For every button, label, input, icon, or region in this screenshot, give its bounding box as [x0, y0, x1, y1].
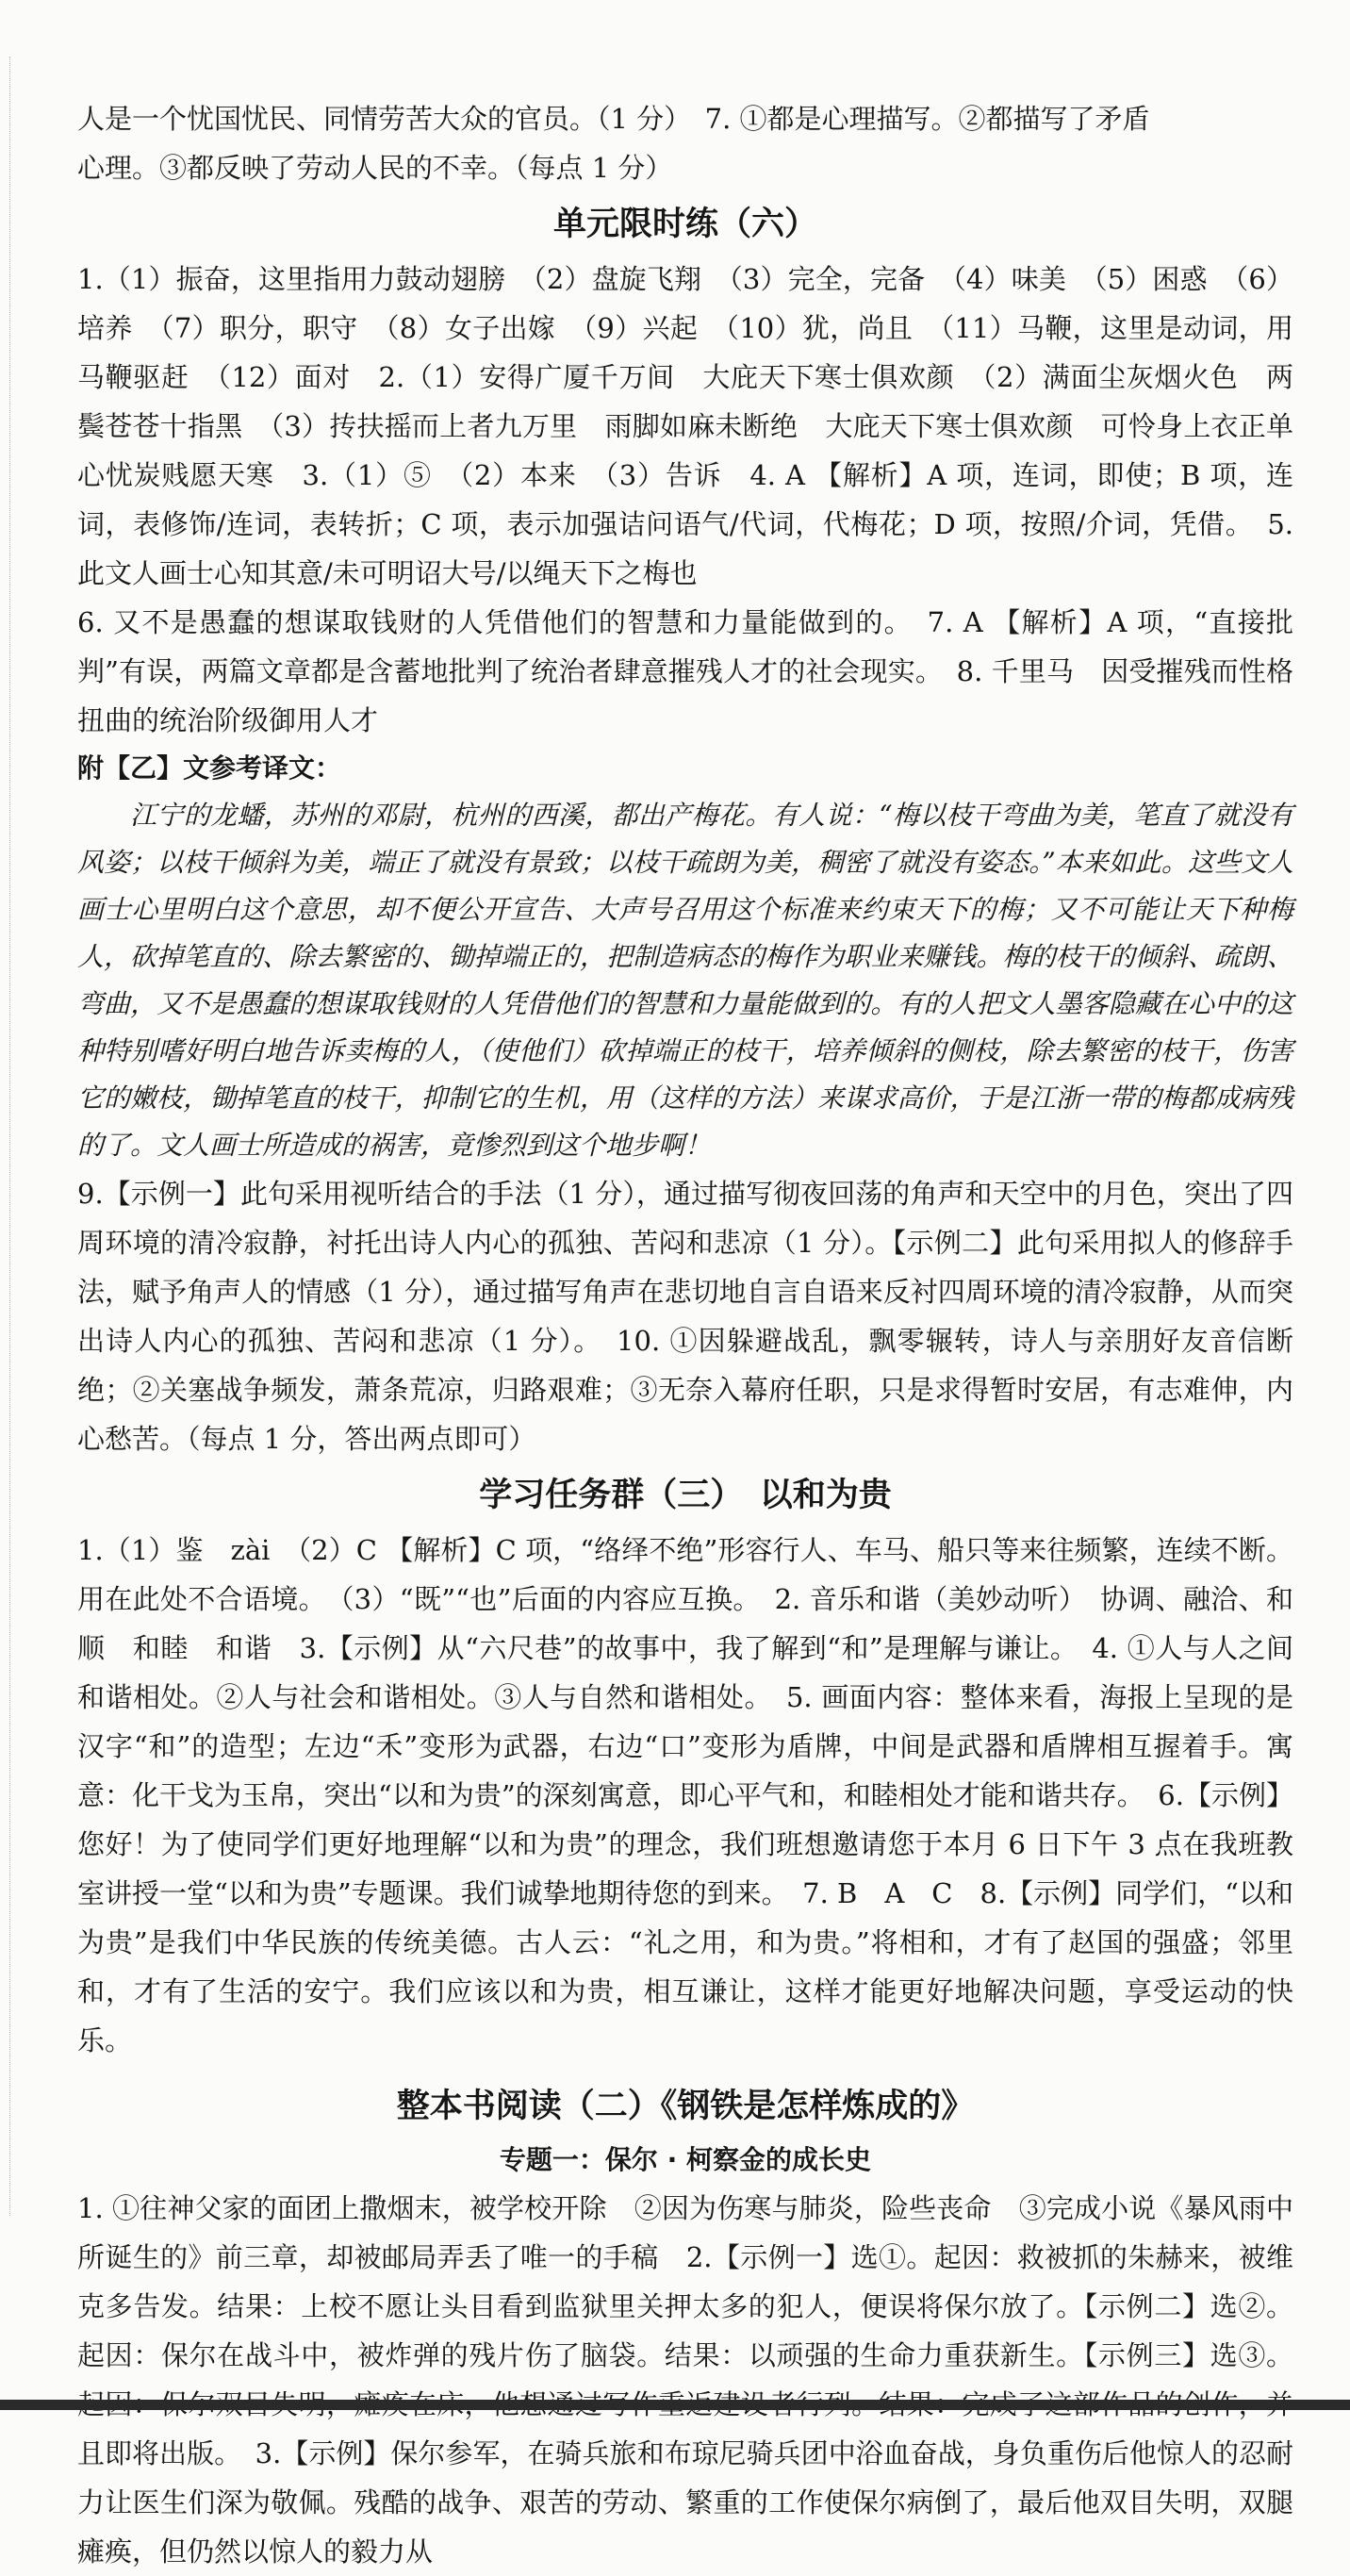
- answers-1-5: 1.（1）振奋，这里指用力鼓动翅膀 （2）盘旋飞翔 （3）完全，完备 （4）味美 （5）困惑 （6）培养 （7）职分，职守 （8）女子出嫁 （9）兴起 （10）犹，尚且 （11）马鞭，这里是动词，用马鞭驱赶 （12）面对 2.（1）安得广厦千万间 大庇天下寒士俱欢颜 （2）满面尘灰烟火色 两鬓苍苍十指黑 （3）抟扶摇而上者九万里 雨脚如麻未断绝 大庇天下寒士俱欢颜 可怜身上衣正单 心忧炭贱愿天寒 3.（1）⑤ （2）本来 （3）告诉 4. A 【解析】A 项，连词，即使；B 项，连词，表修饰/连词，表转折；C 项，表示加强诘问语气/代词，代梅花；D 项，按照/介词，凭借。 5. 此文人画士心知其意/未可明诏大号/以绳天下之梅也: [77, 263, 1322, 589]
- section-title-unit-test-6: 单元限时练（六）: [552, 206, 817, 243]
- translation-text: 江宁的龙蟠，苏州的邓尉，杭州的西溪，都出产梅花。有人说：“梅以枝干弯曲为美，笔直了就没有风姿；以枝干倾斜为美，端正了就没有景致；以枝干疏朗为美，稠密了就没有姿态。”本来如此。这些文人画士心里明白这个意思，却不便公开宣告、大声号召用这个标准来约束天下的梅；又不可能让天下种梅人，砍掉笔直的、除去繁密的、锄掉端正的，把制造病态的梅作为职业来赚钱。梅的枝干的倾斜、疏朗、弯曲，又不是愚蠢的想谋取钱财的人凭借他们的智慧和力量能做到的。有的人把文人墨客隐藏在心中的这种特别嗜好明白地告诉卖梅的人，（使他们）砍掉端正的枝干，培养倾斜的侧枝，除去繁密的枝干，伤害它的嫩枝，锄掉笔直的枝干，抑制它的生机，用（这样的方法）来谋求高价，于是江浙一带的梅都成病残的了。文人画士所造成的祸害，竟惨烈到这个地步啊！: [77, 800, 1293, 1161]
- topic-1-subtitle: 专题一：保尔 · 柯察金的成长史: [499, 2144, 872, 2175]
- intro-line-2: 心理。③都反映了劳动人民的不幸。（每点 1 分）: [77, 152, 673, 184]
- page-content: [77, 94, 1322, 2576]
- topic-1-answers: 1. ①往神父家的面团上撒烟末，被学校开除 ②因为伤寒与肺炎，险些丧命 ③完成小说《暴风雨中所诞生的》前三章，却被邮局弄丢了唯一的手稿 2.【示例一】选①。起因：救被抓的朱赫来，被维克多告发。结果：上校不愿让头目看到监狱里关押太多的犯人，便误将保尔放了。【示例二】选②。起因：保尔在战斗中，被炸弹的残片伤了脑袋。结果：以顽强的生命力重获新生。【示例三】选③。 且即将出版。 3.【示例】保尔参军，在骑兵旅和布琼尼骑兵团中浴血奋战，身负重伤后他惊人的忍耐力让医生们深为敬佩。残酷的战争、艰苦的劳动、繁重的工作使保尔病倒了，最后他双目失明，双腿瘫痪，但仍然以惊人的毅力从: [77, 2192, 1293, 2568]
- translation-label: 附【乙】文参考译文：: [77, 752, 342, 784]
- bottom-edge: [0, 2400, 1350, 2410]
- section-title-task-group-3: 学习任务群（三） 以和为贵: [479, 1477, 892, 1514]
- answers-9-10: 9.【示例一】此句采用视听结合的手法（1 分），通过描写彻夜回荡的角声和天空中的月色，突出了四周环境的清冷寂静，衬托出诗人内心的孤独、苦闷和悲凉（1 分）。【示例二】此句采用拟人的修辞手法，赋予角声人的情感（1 分），通过描写角声在悲切地自言自语来反衬四周环境的清冷寂静，从而突出诗人内心的孤独、苦闷和悲凉（1 分）。 10. ①因躲避战乱，飘零辗转，诗人与亲朋好友音信断绝；②关塞战争频发，萧条荒凉，归路艰难；③无奈入幕府任职，只是求得暂时安居，有志难伸，内心愁苦。（每点 1 分，答出两点即可）: [77, 1178, 1293, 1455]
- answers-6-8: 6. 又不是愚蠢的想谋取钱财的人凭借他们的智慧和力量能做到的。 7. A 【解析】A 项，“直接批判”有误，两篇文章都是含蓄地批判了统治者肆意摧残人才的社会现实。 8. 千里马 因受摧残而性格扭曲的统治阶级御用人才: [77, 606, 1293, 736]
- intro-line-1: 人是一个忧国忧民、同情劳苦大众的官员。（1 分） 7. ①都是心理描写。②都描写了矛盾: [77, 103, 1150, 135]
- margin-rule: [9, 57, 11, 2216]
- task-group-answers: 1.（1）鉴 zài （2）C 【解析】C 项，“络绎不绝”形容行人、车马、船只等来往频繁，连续不断。用在此处不合语境。 （3）“既”“也”后面的内容应互换。 2. 音乐和谐（美妙动听） 协调、融洽、和顺 和睦 和谐 3.【示例】从“六尺巷”的故事中，我了解到“和”是理解与谦让。 4. ①人与人之间和谐相处。②人与社会和谐相处。③人与自然和谐相处。 5. 画面内容：整体来看，海报上呈现的是汉字“和”的造型；左边“禾”变形为武器，右边“口”变形为盾牌，中间是武器和盾牌相互握着手。寓意：化干戈为玉帛，突出“以和为贵”的深刻寓意，即心平气和，和睦相处才能和谐共存。 6.【示例】您好！为了使同学们更好地理解“以和为贵”的理念，我们班想邀请您于本月 6 日下午 3 点在我班教室讲授一堂“以和为贵”专题课。我们诚挚地期待您的到来。 7. B A C 8.【示例】同学们，“以和为贵”是我们中华民族的传统美德。古人云：“礼之用，和为贵。”将相和，才有了赵国的强盛；邻里和，才有了生活的安宁。我们应该以和为贵，相互谦让，这样才能更好地解决问题，享受运动的快乐。: [77, 1534, 1293, 2056]
- section-title-whole-book-reading: 整本书阅读（二）《钢铁是怎样炼成的》: [396, 2088, 975, 2125]
